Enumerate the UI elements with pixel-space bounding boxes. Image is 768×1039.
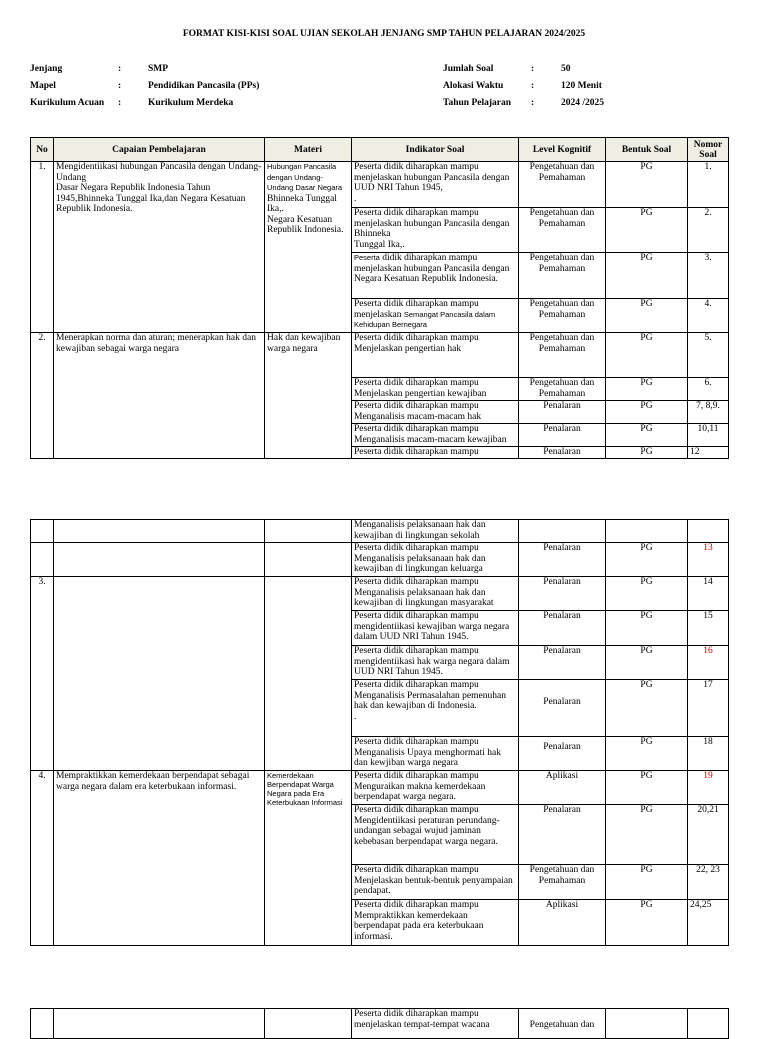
table-row: [31, 520, 729, 543]
materi-cell: Kemerdekaan Berpendapat Warga Negara pada Era Keterbukaan Informasi: [265, 771, 352, 946]
bentuk-cell: PG: [606, 680, 688, 737]
meta-value-jenjang: SMP: [148, 64, 169, 74]
materi-cell: [265, 520, 352, 543]
nomor-cell: [688, 520, 729, 543]
header-indikator: Indikator Soal: [352, 138, 519, 162]
nomor-cell: 20,21: [688, 805, 729, 865]
indikator-cell: Peserta didik diharapkan mampu Menjelaskan pengertian kewajiban: [352, 378, 519, 401]
level-cell: Penalaran: [519, 737, 606, 771]
bentuk-cell: PG: [606, 299, 688, 333]
bentuk-cell: PG: [606, 424, 688, 447]
indikator-cell: Peserta didik diharapkan mampu Menguraikan makna kemerdekaan berpendapat warga negara.: [352, 771, 519, 805]
level-cell: Penalaran: [519, 646, 606, 680]
bentuk-cell: PG: [606, 447, 688, 459]
indikator-cell: Peserta didik diharapkan mampu Mempraktikkan kemerdekaan berpendapat pada era keterbukaan informasi.: [352, 900, 519, 946]
materi-cell: [265, 1009, 352, 1039]
indikator-text-small: Semangat Pancasila dalam Kehidupan Bernegara: [354, 309, 496, 329]
bentuk-cell: PG: [606, 543, 688, 577]
indikator-cell: Peserta didik diharapkan mampu Menganalisis macam-macam hak: [352, 401, 519, 424]
indikator-text: didik diharapkan mampu menjelaskan hubungan Pancasila dengan Negara Kesatuan Republik Indonesia.: [354, 253, 510, 284]
header-materi: Materi: [265, 138, 352, 162]
nomor-cell: 6.: [688, 378, 729, 401]
nomor-cell: 3.: [688, 253, 729, 299]
nomor-cell: 19: [688, 771, 729, 805]
meta-label-jumlah-soal: Jumlah Soal: [443, 64, 494, 74]
meta-label-jenjang: Jenjang: [30, 64, 63, 74]
table-header-row: [31, 138, 729, 162]
capaian-cell: [54, 543, 265, 577]
nomor-cell: 17: [688, 680, 729, 737]
bentuk-cell: PG: [606, 401, 688, 424]
table-row: [31, 771, 729, 805]
materi-text: Bhinneka Tunggal Ika,. Negara Kesatuan Republik Indonesia.: [267, 193, 344, 235]
bentuk-cell: PG: [606, 378, 688, 401]
nomor-cell: 16: [688, 646, 729, 680]
indikator-cell: Peserta didik diharapkan mampu Mengidentiikasi peraturan perundang-undangan sebagai wujud jaminan kebebasan berpendapat warga negara.: [352, 805, 519, 865]
bentuk-cell: PG: [606, 737, 688, 771]
table-row: [31, 1009, 729, 1039]
kisi-kisi-table-page-2: [30, 519, 729, 946]
indikator-cell: Peserta didik diharapkan mampu Menganalisis pelaksanaan hak dan kewajiban di lingkungan keluarga: [352, 543, 519, 577]
meta-sep: :: [118, 64, 122, 74]
level-cell: Pengetahuan dan Pemahaman: [519, 378, 606, 401]
bentuk-cell: [606, 520, 688, 543]
header-nomor: Nomor Soal: [688, 138, 729, 162]
row-number: [31, 520, 54, 543]
indikator-cell: Peserta didik diharapkan mampu Menganalisis Upaya menghormati hak dan kewjiban warga negara: [352, 737, 519, 771]
indikator-cell: [352, 299, 519, 333]
row-number: 4.: [31, 771, 54, 946]
level-cell: Pengetahuan dan: [519, 1009, 606, 1039]
nomor-cell: 13: [688, 543, 729, 577]
row-number: 2.: [31, 333, 54, 459]
bentuk-cell: PG: [606, 900, 688, 946]
bentuk-cell: PG: [606, 805, 688, 865]
header-level: Level Kognitif: [519, 138, 606, 162]
level-cell: Penalaran: [519, 447, 606, 459]
table-row: [31, 577, 729, 611]
meta-sep: :: [118, 98, 122, 108]
level-cell: Penalaran: [519, 401, 606, 424]
meta-value-kurikulum: Kurikulum Merdeka: [148, 98, 234, 108]
indikator-cell: Peserta didik diharapkan mampu Menganalisis Permasalahan pemenuhan hak dan kewajiban di Indonesia. .: [352, 680, 519, 737]
level-cell: Aplikasi: [519, 900, 606, 946]
indikator-text-small: Peserta: [354, 253, 380, 262]
nomor-cell: 2.: [688, 208, 729, 253]
level-cell: Penalaran: [519, 424, 606, 447]
meta-label-mapel: Mapel: [30, 81, 56, 91]
level-cell: Penalaran: [519, 805, 606, 865]
capaian-cell: [54, 1009, 265, 1039]
level-cell: Pengetahuan dan Pemahaman: [519, 333, 606, 378]
indikator-cell: Peserta didik diharapkan mampu mengidentiikasi hak warga negara dalam UUD NRI Tahun 1945.: [352, 646, 519, 680]
nomor-cell: 10,11: [688, 424, 729, 447]
header-capaian: Capaian Pembelajaran: [54, 138, 265, 162]
bentuk-cell: PG: [606, 333, 688, 378]
indikator-text: Peserta didik diharapkan mampu menjelaskan: [354, 299, 479, 320]
capaian-cell: Mengidentiikasi hubungan Pancasila dengan Undang-Undang Dasar Negara Republik Indonesia Tahun 1945,Bhinneka Tunggal Ika,dan Negara Kesatuan Republik Indonesia.: [54, 162, 265, 333]
meta-value-alokasi-waktu: 120 Menit: [561, 81, 602, 91]
level-cell: Aplikasi: [519, 771, 606, 805]
nomor-cell: [688, 1009, 729, 1039]
header-bentuk: Bentuk Soal: [606, 138, 688, 162]
nomor-cell: 24,25: [688, 900, 729, 946]
nomor-cell: 15: [688, 611, 729, 646]
row-number: 1.: [31, 162, 54, 333]
bentuk-cell: [606, 1009, 688, 1039]
bentuk-cell: PG: [606, 162, 688, 208]
table-row: [31, 162, 729, 208]
indikator-cell: Peserta didik diharapkan mampu Menganalisis pelaksanaan hak dan kewajiban di lingkungan masyarakat: [352, 577, 519, 611]
level-cell: Pengetahuan dan Pemahaman: [519, 253, 606, 299]
kisi-kisi-table-page-3: [30, 1008, 729, 1039]
row-number: [31, 543, 54, 577]
nomor-cell: 4.: [688, 299, 729, 333]
bentuk-cell: PG: [606, 577, 688, 611]
bentuk-cell: PG: [606, 253, 688, 299]
row-number: 3.: [31, 577, 54, 771]
nomor-cell: 18: [688, 737, 729, 771]
row-number: [31, 1009, 54, 1039]
level-cell: Penalaran: [519, 543, 606, 577]
level-cell: [519, 520, 606, 543]
nomor-cell: 5.: [688, 333, 729, 378]
indikator-cell: Peserta didik diharapkan mampu menjelaskan hubungan Pancasila dengan Bhinneka Tunggal Ika,.: [352, 208, 519, 253]
capaian-cell: Menerapkan norma dan aturan; menerapkan hak dan kewajiban sebagai warga negara: [54, 333, 265, 459]
level-cell: Pengetahuan dan Pemahaman: [519, 299, 606, 333]
indikator-cell: Peserta didik diharapkan mampu: [352, 447, 519, 459]
level-cell: Penalaran: [519, 577, 606, 611]
meta-label-alokasi-waktu: Alokasi Waktu: [443, 81, 504, 91]
meta-sep: :: [531, 98, 535, 108]
materi-cell: [265, 543, 352, 577]
kisi-kisi-table-page-1: [30, 137, 729, 459]
indikator-cell: Peserta didik diharapkan mampu Menjelaskan bentuk-bentuk penyampaian pendapat.: [352, 865, 519, 900]
indikator-cell: Peserta didik diharapkan mampu mengidentiikasi kewajiban warga negara dalam UUD NRI Tahun 1945.: [352, 611, 519, 646]
nomor-cell: 14: [688, 577, 729, 611]
bentuk-cell: PG: [606, 611, 688, 646]
indikator-cell: Peserta didik diharapkan mampu Menganalisis macam-macam kewajiban: [352, 424, 519, 447]
bentuk-cell: PG: [606, 646, 688, 680]
header-no: No: [31, 138, 54, 162]
meta-sep: :: [531, 81, 535, 91]
table-row: [31, 333, 729, 378]
capaian-cell: Mempraktikkan kemerdekaan berpendapat sebagai warga negara dalam era keterbukaan informasi.: [54, 771, 265, 946]
document-title: FORMAT KISI-KISI SOAL UJIAN SEKOLAH JENJANG SMP TAHUN PELAJARAN 2024/2025: [182, 29, 586, 39]
bentuk-cell: PG: [606, 865, 688, 900]
meta-sep: :: [531, 64, 535, 74]
nomor-cell: 22, 23: [688, 865, 729, 900]
materi-cell: [265, 577, 352, 771]
meta-label-tahun-pelajaran: Tahun Pelajaran: [443, 98, 512, 108]
indikator-cell: Menganalisis pelaksanaan hak dan kewajiban di lingkungan sekolah: [352, 520, 519, 543]
nomor-cell: 12: [688, 447, 729, 459]
meta-label-kurikulum: Kurikulum Acuan: [30, 98, 105, 108]
capaian-cell: [54, 577, 265, 771]
indikator-cell: Peserta didik diharapkan mampu menjelaskan tempat-tempat wacana: [352, 1009, 519, 1039]
materi-cell: [265, 162, 352, 333]
bentuk-cell: PG: [606, 771, 688, 805]
nomor-cell: 1.: [688, 162, 729, 208]
bentuk-cell: PG: [606, 208, 688, 253]
materi-cell: Hak dan kewajiban warga negara: [265, 333, 352, 459]
table-row: [31, 543, 729, 577]
meta-sep: :: [118, 81, 122, 91]
capaian-cell: [54, 520, 265, 543]
indikator-cell: Peserta didik diharapkan mampu menjelaskan hubungan Pancasila dengan UUD NRI Tahun 1945, .: [352, 162, 519, 208]
meta-value-tahun-pelajaran: 2024 /2025: [561, 98, 605, 108]
nomor-cell: 7, 8,9.: [688, 401, 729, 424]
indikator-cell: Peserta didik diharapkan mampu Menjelaskan pengertian hak: [352, 333, 519, 378]
level-cell: Pengetahuan dan Pemahaman: [519, 208, 606, 253]
materi-text-small: Hubungan Pancasila dengan Undang-Undang Dasar Negara: [267, 162, 343, 192]
level-cell: Pengetahuan dan Pemahaman: [519, 162, 606, 208]
meta-value-mapel: Pendidikan Pancasila (PPs): [148, 81, 260, 91]
meta-value-jumlah-soal: 50: [561, 64, 571, 74]
indikator-cell: [352, 253, 519, 299]
level-cell: Penalaran: [519, 611, 606, 646]
level-cell: Pengetahuan dan Pemahaman: [519, 865, 606, 900]
level-cell: Penalaran: [519, 680, 606, 737]
